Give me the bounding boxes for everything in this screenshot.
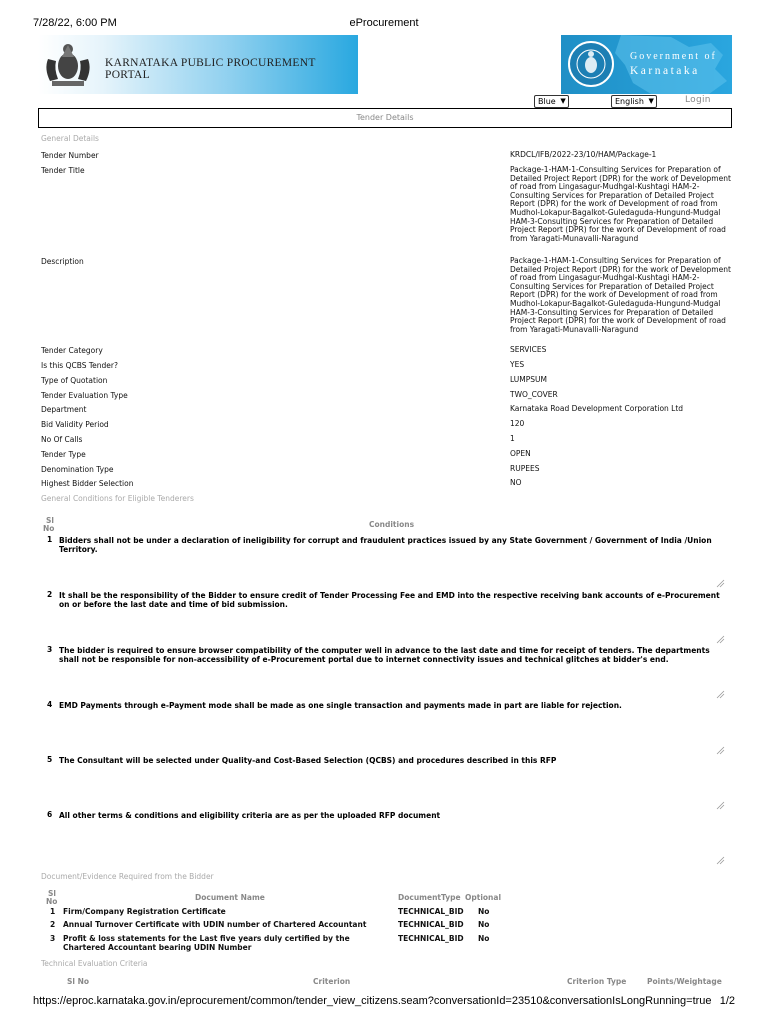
documents-sl-header: Sl [48, 889, 56, 898]
field-value: OPEN [510, 449, 531, 458]
field-value: YES [510, 360, 525, 369]
conditions-sl-header: Sl [46, 516, 54, 525]
print-datetime: 7/28/22, 6:00 PM [33, 17, 117, 29]
document-optional: No [478, 920, 490, 929]
document-type-header: DocumentType [398, 893, 461, 902]
field-label: Tender Evaluation Type [41, 391, 128, 400]
government-seal-icon [567, 40, 615, 88]
print-header [33, 17, 735, 31]
field-label: Tender Number [41, 151, 99, 160]
document-number: 2 [50, 920, 56, 929]
field-label: Bid Validity Period [41, 420, 109, 429]
condition-text: It shall be the responsibility of the Bidder to ensure credit of Tender Processing Fee and EMD into the respective receiving bank accounts of e-Procurement on or before the last date and time of bid submission. [59, 591, 720, 609]
document-name-header: Document Name [195, 893, 265, 902]
tender-details-heading: Tender Details [38, 108, 732, 128]
field-label: Is this QCBS Tender? [41, 361, 118, 370]
theme-select[interactable] [534, 95, 569, 108]
field-value: TWO_COVER [510, 390, 558, 399]
field-value: 120 [510, 419, 525, 428]
chevron-down-icon: ▼ [560, 97, 566, 105]
portal-banner[interactable] [38, 35, 358, 94]
field-value: Karnataka Road Development Corporation Ltd [510, 404, 684, 413]
document-number: 3 [50, 934, 56, 943]
state-emblem-icon [42, 39, 94, 89]
field-value: 1 [510, 434, 515, 443]
condition-number: 2 [47, 590, 53, 599]
field-value: LUMPSUM [510, 375, 548, 384]
field-label: Denomination Type [41, 465, 114, 474]
language-select[interactable] [611, 95, 657, 108]
government-of-text: Government of [630, 51, 717, 62]
document-type: TECHNICAL_BID [398, 907, 464, 916]
field-value: SERVICES [510, 345, 547, 354]
field-value: RUPEES [510, 464, 540, 473]
textarea-resize-icon[interactable] [716, 690, 725, 699]
textarea-resize-icon[interactable] [716, 579, 725, 588]
theme-select-value: Blue [538, 97, 556, 106]
condition-text: Bidders shall not be under a declaration of ineligibility for corrupt and fraudulent practices issued by any State Government / Government of India /Union Territory. [59, 536, 712, 554]
technical-points-header: Points/Weightage [647, 977, 722, 986]
conditions-header: Conditions [369, 520, 415, 529]
login-link[interactable]: Login [685, 95, 711, 105]
conditions-no-header: No [43, 524, 55, 533]
technical-criterion-header: Criterion [313, 977, 351, 986]
document-type: TECHNICAL_BID [398, 920, 464, 929]
field-label: Highest Bidder Selection [41, 479, 134, 488]
condition-number: 4 [47, 700, 53, 709]
condition-number: 1 [47, 535, 53, 544]
field-value: KRDCL/IFB/2022-23/10/HAM/Package-1 [510, 150, 657, 159]
field-label: Tender Title [41, 166, 85, 175]
government-banner [561, 35, 732, 94]
textarea-resize-icon[interactable] [716, 801, 725, 810]
document-name: Profit & loss statements for the Last five years duly certified by the Chartered Accountant bearing UDIN Number [63, 934, 350, 952]
header-controls [0, 95, 768, 109]
language-select-value: English [615, 97, 644, 106]
page-url[interactable]: https://eproc.karnataka.gov.in/eprocurement/common/tender_view_citizens.seam?conversationId=23510&conversationIsLongRunning=true [33, 995, 712, 1007]
textarea-resize-icon[interactable] [716, 746, 725, 755]
portal-name: KARNATAKA PUBLIC PROCUREMENT PORTAL [105, 57, 316, 81]
document-name: Annual Turnover Certificate with UDIN number of Chartered Accountant [63, 920, 367, 929]
textarea-resize-icon[interactable] [716, 856, 725, 865]
condition-text: The bidder is required to ensure browser compatibility of the computer well in advance to the last date and time for receipt of tenders. The departments shall not be responsible for non-accessibility of e-Procurement portal due to internet connectivity issues and technical glitches at bidder's end. [59, 646, 710, 664]
technical-sl-header: Sl No [67, 977, 90, 986]
condition-number: 5 [47, 755, 53, 764]
print-footer [33, 995, 735, 1009]
condition-text: The Consultant will be selected under Quality-and Cost-Based Selection (QCBS) and procedures described in this RFP [59, 756, 557, 765]
document-optional: No [478, 934, 490, 943]
field-label: Department [41, 405, 87, 414]
technical-evaluation-label: Technical Evaluation Criteria [41, 959, 148, 968]
field-value: NO [510, 478, 522, 487]
document-optional-header: Optional [465, 893, 502, 902]
condition-number: 6 [47, 810, 53, 819]
general-conditions-label: General Conditions for Eligible Tenderers [41, 494, 194, 503]
field-value: Package-1-HAM-1-Consulting Services for Preparation of Detailed Project Report (DPR) for the work of Development of road from Lingasagur-Mudhgal-Kushtagi HAM-2-Consulting Services for Preparation of Detailed Project Report (DPR) for the work of Development of road from Mudhol-Lokapur-Bagalkot-Guledaguda-Hungund-Mudgal HAM-3-Consulting Services for Preparation of Detailed Project Report (DPR) for the work of Development of road from Yaragati-Munavalli-Naragund [510, 256, 731, 334]
field-label: Tender Type [41, 450, 86, 459]
page-number: 1/2 [719, 995, 735, 1007]
condition-text: All other terms & conditions and eligibility criteria are as per the uploaded RFP document [59, 811, 441, 820]
condition-number: 3 [47, 645, 53, 654]
chevron-down-icon: ▼ [648, 97, 654, 105]
general-details-label: General Details [41, 134, 99, 143]
karnataka-text: Karnataka [630, 65, 700, 77]
document-number: 1 [50, 907, 56, 916]
document-type: TECHNICAL_BID [398, 934, 464, 943]
field-label: No Of Calls [41, 435, 83, 444]
field-value: Package-1-HAM-1-Consulting Services for Preparation of Detailed Project Report (DPR) for the work of Development of road from Lingasagur-Mudhgal-Kushtagi HAM-2-Consulting Services for Preparation of Detailed Project Report (DPR) for the work of Development of road from Mudhol-Lokapur-Bagalkot-Guledaguda-Hungund-Mudgal HAM-3-Consulting Services for Preparation of Detailed Project Report (DPR) for the work of Development of road from Yaragati-Munavalli-Naragund [510, 165, 731, 243]
textarea-resize-icon[interactable] [716, 635, 725, 644]
technical-criterion-type-header: Criterion Type [567, 977, 627, 986]
document-optional: No [478, 907, 490, 916]
field-label: Type of Quotation [41, 376, 108, 385]
condition-text: EMD Payments through e-Payment mode shall be made as one single transaction and payments made in part are liable for rejection. [59, 701, 622, 710]
documents-required-label: Document/Evidence Required from the Bidder [41, 872, 214, 881]
documents-no-header: No [46, 897, 58, 906]
field-label: Tender Category [41, 346, 103, 355]
print-title: eProcurement [349, 17, 419, 29]
document-name: Firm/Company Registration Certificate [63, 907, 226, 916]
field-label: Description [41, 257, 84, 266]
